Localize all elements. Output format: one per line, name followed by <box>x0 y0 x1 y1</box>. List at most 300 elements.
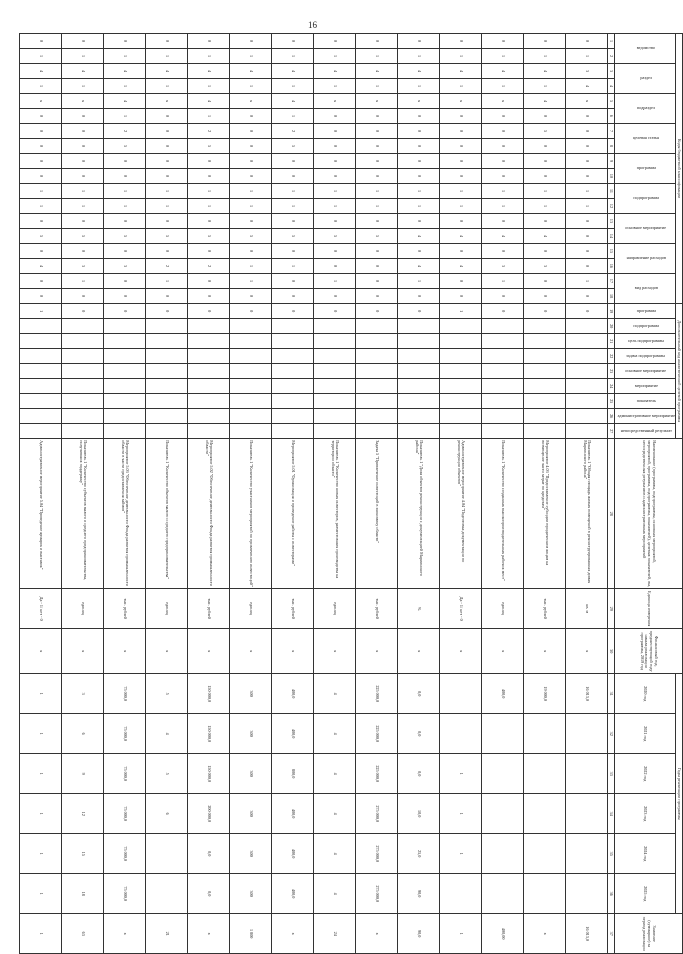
code-cell: х <box>314 94 356 109</box>
row-unit-cell: тыс. рублей <box>188 589 230 629</box>
row-fin-year-cell: х <box>188 629 230 674</box>
code-cell <box>314 379 356 394</box>
period-header: Годы реализации программы <box>676 674 683 914</box>
row-name-cell: Административное мероприятие 4.04 "Подготовка документации по реконструкции объектов" <box>440 439 482 589</box>
code-cell <box>524 319 566 334</box>
code-cell: 0 <box>398 154 440 169</box>
code-cell: 0 <box>104 214 146 229</box>
row-value-cell: 150 000,0 <box>188 714 230 754</box>
row-fin-year-cell: х <box>20 629 62 674</box>
column-number: 29 <box>608 589 615 629</box>
code-cell: 4 <box>188 64 230 79</box>
program-subheader <box>614 319 675 334</box>
table-row <box>188 34 230 954</box>
table-row <box>230 34 272 954</box>
code-cell: 1 <box>20 304 62 319</box>
code-cell <box>62 424 104 439</box>
code-cell: 0 <box>398 304 440 319</box>
code-cell <box>524 409 566 424</box>
code-cell: 3 <box>524 259 566 274</box>
code-cell: 1 <box>356 184 398 199</box>
code-cell: 1 <box>104 49 146 64</box>
code-cell: 1 <box>230 79 272 94</box>
code-cell: 0 <box>20 274 62 289</box>
row-value-cell: 24 <box>314 914 356 954</box>
code-cell: 1 <box>440 79 482 94</box>
code-cell: 0 <box>482 214 524 229</box>
table-row <box>314 34 356 954</box>
row-value-cell: 1 <box>20 834 62 874</box>
code-cell: 4 <box>104 94 146 109</box>
row-fin-year-cell: х <box>440 629 482 674</box>
code-cell <box>230 424 272 439</box>
code-cell: 0 <box>146 289 188 304</box>
code-cell <box>356 394 398 409</box>
code-cell: 0 <box>146 244 188 259</box>
code-cell: 0 <box>188 34 230 49</box>
code-cell: 1 <box>188 79 230 94</box>
code-cell: 1 <box>188 199 230 214</box>
row-name-cell: Показатель 1 "Доля объектов реконструкции с документацией Мариинского района" <box>398 439 440 589</box>
program-subheader <box>614 394 675 409</box>
code-cell <box>482 364 524 379</box>
code-cell: 0 <box>20 214 62 229</box>
code-cell: 4 <box>104 64 146 79</box>
code-cell <box>62 379 104 394</box>
row-value-cell: 63 <box>62 914 104 954</box>
code-cell: 0 <box>482 304 524 319</box>
code-cell: 0 <box>146 109 188 124</box>
row-value-cell: 150 000,0 <box>188 674 230 714</box>
code-cell: 0 <box>440 154 482 169</box>
row-name-cell: Показатель 1 "Количество объектов малого и среднего предпринимательства" <box>146 439 188 589</box>
code-cell: 1 <box>104 184 146 199</box>
row-value-cell: х <box>524 914 566 954</box>
column-number: 18 <box>608 289 615 304</box>
row-value-cell: 19 000,0 <box>524 674 566 714</box>
row-value-cell: х <box>104 914 146 954</box>
code-cell <box>566 409 608 424</box>
code-cell <box>356 364 398 379</box>
budget-subheader-label: направление расходов <box>626 255 666 261</box>
code-cell: 1 <box>314 274 356 289</box>
code-cell: 0 <box>440 109 482 124</box>
code-cell: 1 <box>146 184 188 199</box>
code-cell: 1 <box>104 109 146 124</box>
code-cell: 3 <box>104 259 146 274</box>
code-cell: 0 <box>524 274 566 289</box>
code-cell: 1 <box>272 109 314 124</box>
column-number: 15 <box>608 244 615 259</box>
code-cell: 4 <box>272 64 314 79</box>
row-value-cell: 3 <box>62 674 104 714</box>
code-cell: 1 <box>482 199 524 214</box>
code-cell: 1 <box>356 79 398 94</box>
code-cell: 0 <box>314 289 356 304</box>
program-subheader <box>614 379 675 394</box>
row-name-cell: Административное мероприятие 5.04 "Проведение ярмарок и выставок" <box>20 439 62 589</box>
column-number: 35 <box>608 834 615 874</box>
code-cell <box>20 394 62 409</box>
code-cell: 0 <box>356 109 398 124</box>
code-cell: 1 <box>146 274 188 289</box>
code-cell: 5 <box>272 229 314 244</box>
column-number: 27 <box>608 424 615 439</box>
code-cell: 0 <box>104 244 146 259</box>
code-cell: 0 <box>20 139 62 154</box>
budget-subheader <box>614 94 675 124</box>
code-cell: 1 <box>314 199 356 214</box>
code-cell: 0 <box>566 229 608 244</box>
row-value-cell: 1 <box>440 914 482 954</box>
code-cell <box>482 424 524 439</box>
code-cell: 0 <box>482 289 524 304</box>
code-cell: 0 <box>314 154 356 169</box>
code-cell: 0 <box>524 304 566 319</box>
code-cell <box>230 364 272 379</box>
code-cell: 0 <box>482 139 524 154</box>
row-name-cell: Мероприятие 5.03 "Обеспечение деятельности Фонда развития промышленности области в части предоставления займов" <box>104 439 146 589</box>
code-cell <box>524 424 566 439</box>
code-cell: 0 <box>188 214 230 229</box>
row-value-cell <box>566 754 608 794</box>
code-cell <box>398 349 440 364</box>
row-name-cell: Показатель 1 "Количество созданных высокопроизводительных рабочих мест" <box>482 439 524 589</box>
row-value-cell <box>524 754 566 794</box>
code-cell: 1 <box>566 199 608 214</box>
code-cell <box>398 409 440 424</box>
code-cell <box>188 424 230 439</box>
column-number: 21 <box>608 334 615 349</box>
row-value-cell: 400,0 <box>272 674 314 714</box>
code-cell: 0 <box>440 34 482 49</box>
code-cell: 0 <box>62 139 104 154</box>
code-cell: 1 <box>230 259 272 274</box>
code-cell <box>482 409 524 424</box>
code-cell: 0 <box>440 244 482 259</box>
code-cell <box>440 349 482 364</box>
code-cell: 1 <box>566 49 608 64</box>
row-name-cell: Показатель 1 "Количество участников мероприятий по привлечению инвестиций" <box>230 439 272 589</box>
column-number: 37 <box>608 914 615 954</box>
column-number: 23 <box>608 364 615 379</box>
code-cell: 0 <box>188 289 230 304</box>
code-cell <box>440 319 482 334</box>
budget-subheader <box>614 124 675 154</box>
row-value-cell: 75 000,0 <box>104 714 146 754</box>
code-cell: 1 <box>398 274 440 289</box>
column-number: 17 <box>608 274 615 289</box>
row-value-cell: 90,0 <box>398 914 440 954</box>
code-cell <box>566 349 608 364</box>
code-cell <box>62 319 104 334</box>
code-cell: 2 <box>104 124 146 139</box>
row-value-cell <box>482 714 524 754</box>
table-row <box>104 34 146 954</box>
code-cell: 1 <box>314 184 356 199</box>
code-cell <box>272 424 314 439</box>
code-cell <box>62 409 104 424</box>
row-value-cell: 4 <box>146 714 188 754</box>
code-cell: 0 <box>524 244 566 259</box>
code-cell: х <box>62 94 104 109</box>
code-cell <box>356 319 398 334</box>
code-cell: 0 <box>272 274 314 289</box>
code-cell: 0 <box>566 244 608 259</box>
code-cell: 0 <box>188 244 230 259</box>
code-cell: 0 <box>62 169 104 184</box>
code-cell: 0 <box>146 169 188 184</box>
code-cell <box>482 394 524 409</box>
row-value-cell <box>440 874 482 914</box>
row-value-cell: 5 <box>146 674 188 714</box>
code-cell: 0 <box>398 244 440 259</box>
code-cell <box>524 349 566 364</box>
code-cell: х <box>482 94 524 109</box>
code-cell: 5 <box>356 229 398 244</box>
code-cell: 1 <box>314 79 356 94</box>
code-cell: 1 <box>272 79 314 94</box>
code-cell <box>188 349 230 364</box>
code-cell <box>272 319 314 334</box>
row-value-cell: х <box>272 914 314 954</box>
row-fin-year-cell: х <box>524 629 566 674</box>
row-value-cell <box>146 834 188 874</box>
code-cell <box>146 394 188 409</box>
code-cell: 0 <box>440 139 482 154</box>
row-value-cell: 225 000,0 <box>356 674 398 714</box>
code-cell <box>62 334 104 349</box>
column-number: 16 <box>608 259 615 274</box>
code-cell <box>188 394 230 409</box>
code-cell: 1 <box>482 49 524 64</box>
code-cell: 1 <box>104 199 146 214</box>
row-value-cell: 1 <box>20 754 62 794</box>
code-cell: 0 <box>188 304 230 319</box>
code-cell: 0 <box>314 169 356 184</box>
year-header: 2020 год <box>614 674 675 714</box>
code-cell: 0 <box>230 124 272 139</box>
code-cell: 0 <box>104 289 146 304</box>
code-cell: 0 <box>104 169 146 184</box>
code-cell: 2 <box>272 124 314 139</box>
column-number: 8 <box>608 139 615 154</box>
row-value-cell: 800,0 <box>272 754 314 794</box>
code-cell: 0 <box>356 304 398 319</box>
code-cell: 0 <box>356 139 398 154</box>
code-cell: 0 <box>230 139 272 154</box>
code-cell: 0 <box>356 154 398 169</box>
row-value-cell: 16 013,0 <box>566 674 608 714</box>
program-subheader <box>614 334 675 349</box>
row-value-cell: 0,0 <box>398 754 440 794</box>
code-cell <box>230 409 272 424</box>
code-cell: 1 <box>356 49 398 64</box>
row-fin-year-cell: х <box>398 629 440 674</box>
row-value-cell: 225 000,0 <box>356 714 398 754</box>
row-value-cell: 4 <box>314 834 356 874</box>
code-cell: 0 <box>104 274 146 289</box>
row-value-cell <box>440 674 482 714</box>
code-cell: 0 <box>566 139 608 154</box>
row-value-cell <box>482 874 524 914</box>
row-value-cell: 150 000,0 <box>188 754 230 794</box>
row-value-cell: 0,0 <box>398 674 440 714</box>
column-number: 24 <box>608 379 615 394</box>
code-cell: 1 <box>20 199 62 214</box>
row-value-cell: 75 000,0 <box>104 794 146 834</box>
code-cell: 1 <box>188 49 230 64</box>
code-cell <box>188 334 230 349</box>
code-cell: 4 <box>272 94 314 109</box>
code-cell <box>566 334 608 349</box>
name-header: Наименование (программы, подпрограммы, основных мероприятий, мероприятий, программы, подпрограммы, показателей), целевых показателей, вы, непосредственных результатов и административных мероприятий <box>614 439 682 589</box>
row-value-cell <box>482 754 524 794</box>
program-subheader-label: мероприятие <box>634 382 658 388</box>
table-row <box>356 34 398 954</box>
code-cell <box>62 364 104 379</box>
code-cell: х <box>398 94 440 109</box>
code-cell <box>20 349 62 364</box>
code-cell: 1 <box>398 199 440 214</box>
code-cell <box>524 379 566 394</box>
code-cell <box>314 349 356 364</box>
code-cell: 0 <box>314 34 356 49</box>
row-value-cell: 300 <box>230 794 272 834</box>
code-cell <box>398 379 440 394</box>
code-cell <box>104 379 146 394</box>
program-subheader-label: показатель <box>636 397 656 403</box>
code-cell: 4 <box>440 259 482 274</box>
code-cell: 0 <box>524 34 566 49</box>
row-name-cell: Мероприятие 5.01 "Организация и проведение работы с инвесторами" <box>272 439 314 589</box>
row-value-cell: 25,0 <box>398 834 440 874</box>
code-cell <box>566 319 608 334</box>
budget-subheader <box>614 184 675 214</box>
column-number: 7 <box>608 124 615 139</box>
column-number: 20 <box>608 319 615 334</box>
code-cell: 0 <box>314 124 356 139</box>
code-cell: 1 <box>62 49 104 64</box>
row-fin-year-cell: х <box>62 629 104 674</box>
code-cell <box>482 379 524 394</box>
row-value-cell: 400,00 <box>482 914 524 954</box>
column-number: 12 <box>608 199 615 214</box>
code-cell: 0 <box>482 109 524 124</box>
column-number: 2 <box>608 49 615 64</box>
column-number: 6 <box>608 109 615 124</box>
code-cell: 0 <box>440 214 482 229</box>
code-cell: 1 <box>230 49 272 64</box>
program-codes-header: Дополнительный код аналитической целевой программы <box>676 304 683 439</box>
code-cell: 1 <box>146 49 188 64</box>
code-cell <box>146 364 188 379</box>
code-cell <box>524 394 566 409</box>
row-value-cell: 10,0 <box>398 794 440 834</box>
code-cell <box>524 364 566 379</box>
code-cell <box>314 334 356 349</box>
code-cell: 3 <box>62 259 104 274</box>
code-cell <box>440 394 482 409</box>
code-cell: 2 <box>188 259 230 274</box>
row-unit-cell: тыс. рублей <box>272 589 314 629</box>
code-cell: 4 <box>146 64 188 79</box>
code-cell: 1 <box>230 184 272 199</box>
code-cell: 0 <box>104 154 146 169</box>
code-cell: 4 <box>398 259 440 274</box>
row-value-cell: 275 000,0 <box>356 794 398 834</box>
code-cell: 0 <box>566 154 608 169</box>
code-cell: 5 <box>272 139 314 154</box>
row-fin-year-cell: х <box>482 629 524 674</box>
code-cell <box>356 349 398 364</box>
code-cell: 0 <box>398 169 440 184</box>
row-value-cell: 6 <box>62 714 104 754</box>
code-cell: 0 <box>62 109 104 124</box>
row-fin-year-cell: х <box>230 629 272 674</box>
code-cell: 1 <box>524 49 566 64</box>
code-cell: 0 <box>356 214 398 229</box>
code-cell <box>104 334 146 349</box>
code-cell: 0 <box>20 244 62 259</box>
budget-subheader-label: основное мероприятие <box>625 225 667 231</box>
code-cell: 0 <box>62 244 104 259</box>
row-value-cell: 1 <box>20 874 62 914</box>
code-cell: 3 <box>482 259 524 274</box>
code-cell: 1 <box>440 199 482 214</box>
code-cell <box>398 424 440 439</box>
code-cell: 0 <box>314 109 356 124</box>
table-row <box>440 34 482 954</box>
row-fin-year-cell: х <box>356 629 398 674</box>
code-cell: 0 <box>314 214 356 229</box>
code-cell: х <box>356 94 398 109</box>
table-row <box>146 34 188 954</box>
code-cell: 0 <box>566 214 608 229</box>
code-cell: 0 <box>524 109 566 124</box>
row-value-cell: 400,0 <box>272 874 314 914</box>
code-cell: 0 <box>20 169 62 184</box>
row-unit-cell: тыс. рублей <box>104 589 146 629</box>
code-cell: 0 <box>230 109 272 124</box>
program-subheader-label: основное мероприятие <box>625 367 667 373</box>
row-value-cell: 4 <box>314 674 356 714</box>
column-number: 30 <box>608 629 615 674</box>
code-cell: 0 <box>230 154 272 169</box>
row-unit-cell: единиц <box>230 589 272 629</box>
code-cell: 1 <box>566 184 608 199</box>
code-cell <box>20 424 62 439</box>
code-cell: 5 <box>188 229 230 244</box>
row-value-cell: 1 <box>440 754 482 794</box>
code-cell: 5 <box>188 139 230 154</box>
row-value-cell <box>482 834 524 874</box>
code-cell <box>482 319 524 334</box>
code-cell: 1 <box>272 184 314 199</box>
row-unit-cell: Да - 1/ нет - 0 <box>440 589 482 629</box>
budget-subheader-label: раздел <box>640 75 652 81</box>
code-cell: 0 <box>566 34 608 49</box>
budget-subheader <box>614 34 675 64</box>
code-cell <box>272 379 314 394</box>
code-cell: 4 <box>524 64 566 79</box>
row-value-cell: 4 <box>314 794 356 834</box>
column-number: 19 <box>608 304 615 319</box>
code-cell <box>398 319 440 334</box>
row-value-cell: 0,0 <box>188 874 230 914</box>
code-cell <box>230 379 272 394</box>
row-name-cell: Задача 5 "Привлечение инвестиций в экономику области" <box>356 439 398 589</box>
